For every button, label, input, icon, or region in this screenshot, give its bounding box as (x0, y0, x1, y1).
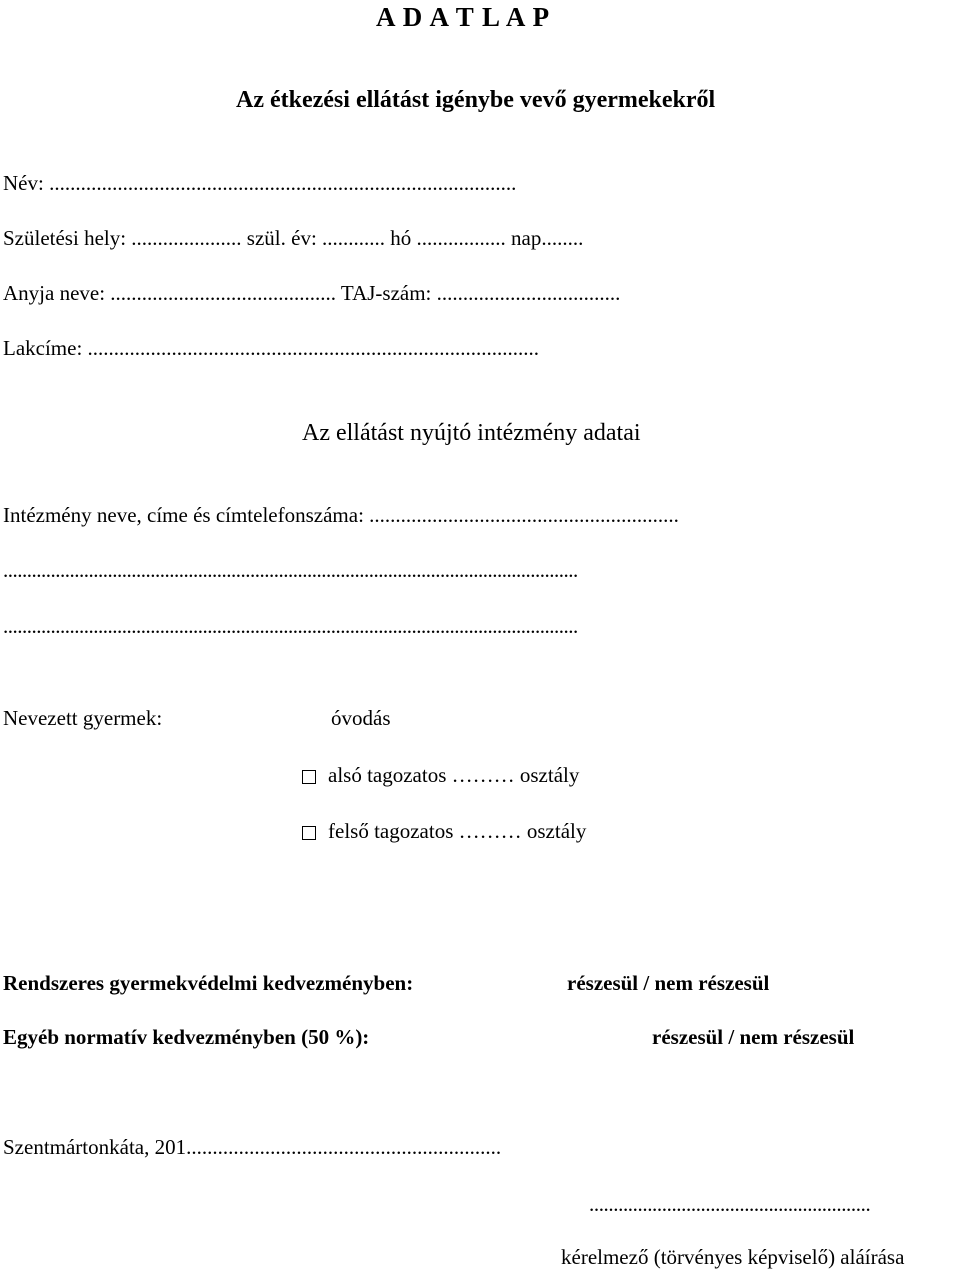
signature-label: kérelmező (törvényes képviselő) aláírása (561, 1245, 905, 1269)
other-benefit-value: részesül / nem részesül (652, 1025, 855, 1049)
institution-line-3: ......................................................................................................................... (3, 614, 578, 638)
address-field: Lakcíme: ...................................................................................... (3, 336, 540, 360)
mother-taj-field: Anyja neve: ........................................... TAJ-szám: ................................... (3, 281, 621, 305)
institution-line-2: ......................................................................................................................... (3, 558, 578, 582)
signature-line: .......................................................... (589, 1192, 871, 1216)
name-field: Név: ......................................................................................... (3, 171, 517, 195)
regular-benefit-value: részesül / nem részesül (567, 971, 770, 995)
upper-grade-label: felső tagozatos ……… osztály (328, 819, 587, 843)
upper-grade-checkbox[interactable] (302, 826, 316, 840)
institution-heading: Az ellátást nyújtó intézmény adatai (302, 420, 641, 446)
kindergarten-option: óvodás (331, 706, 391, 730)
other-benefit-label: Egyéb normatív kedvezményben (50 %): (3, 1025, 370, 1049)
child-type-label: Nevezett gyermek: (3, 706, 163, 730)
institution-field: Intézmény neve, címe és címtelefonszáma: ........................................................... (3, 503, 679, 527)
birth-field: Születési hely: ..................... szül. év: ............ hó ................. nap........ (3, 226, 584, 250)
document-subtitle: Az étkezési ellátást igénybe vevő gyermekekről (236, 87, 716, 113)
lower-grade-label: alsó tagozatos ……… osztály (328, 763, 580, 787)
document-title: A D A T L A P (376, 2, 551, 32)
place-date: Szentmártonkáta, 201............................................................ (3, 1135, 502, 1159)
regular-benefit-label: Rendszeres gyermekvédelmi kedvezményben: (3, 971, 414, 995)
lower-grade-checkbox[interactable] (302, 770, 316, 784)
